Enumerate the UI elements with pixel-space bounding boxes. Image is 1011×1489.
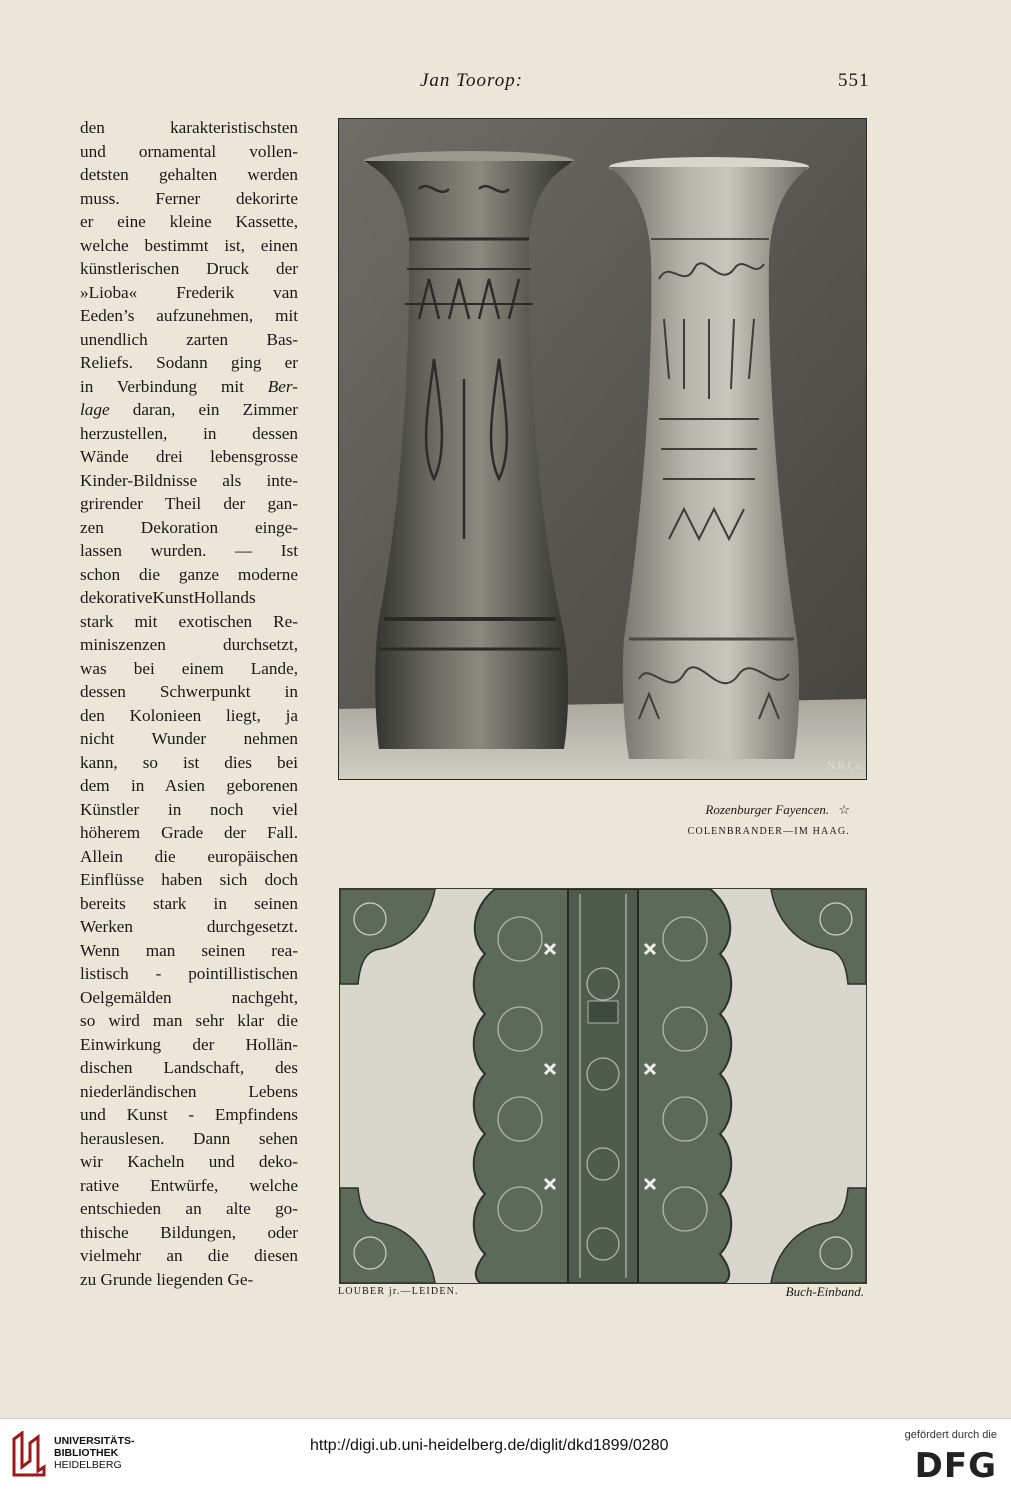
binding-credit: LOUBER jr.—LEIDEN. <box>338 1286 459 1297</box>
text-line: »Lioba« Frederik van <box>80 282 298 302</box>
binding-drawing <box>340 889 866 1283</box>
text-line: zu Grunde liegenden Ge- <box>80 1269 254 1289</box>
text-line: den karakteristischsten <box>80 118 298 137</box>
text-line: dem in Asien geborenen <box>80 776 298 795</box>
library-name <box>54 1435 135 1471</box>
text-line: listisch - pointillistischen <box>80 964 298 983</box>
text-line: Reliefs. Sodann ging er <box>80 353 298 372</box>
library-line-1: UNIVERSITÄTS- <box>54 1435 135 1447</box>
library-seal-icon <box>12 1431 46 1481</box>
text-line: den Kolonieen liegt, ja <box>80 705 298 725</box>
text-line: grirender Theil der gan- <box>80 494 298 513</box>
text-line: Einwirkung der Hollän- <box>80 1034 298 1054</box>
text-line: bereits stark in seinen <box>80 893 298 913</box>
vases-caption-credit: COLENBRANDER—IM HAAG. <box>687 826 850 837</box>
binding-title: Buch-Einband. <box>785 1284 864 1299</box>
text-line: Wenn man seinen rea- <box>80 940 298 960</box>
text-line: vielmehr an die diesen <box>80 1246 298 1265</box>
text-line: Künstler in noch viel <box>80 799 298 819</box>
text-line: Eeden’s aufzunehmen, mit <box>80 306 298 325</box>
text-line: thische Bildungen, oder <box>80 1222 298 1242</box>
text-line: unendlich zarten Bas- <box>80 329 298 349</box>
caption-title-text: Rozenburger Fayencen. <box>705 802 830 817</box>
text-line-part: daran, ein Zimmer <box>109 400 298 419</box>
text-line: nicht Wunder nehmen <box>80 729 298 748</box>
text-line: lassen wurden. — Ist <box>80 541 298 560</box>
running-title: Jan Toorop: <box>420 70 524 91</box>
source-url-link[interactable]: http://digi.ub.uni-heidelberg.de/diglit/dkd1899/0280 <box>310 1437 669 1454</box>
text-line: welche bestimmt ist, einen <box>80 235 298 255</box>
maker-monogram: N.R.Co. <box>827 760 864 772</box>
text-line: Einflüsse haben sich doch <box>80 870 298 889</box>
text-line: dessen Schwerpunkt in <box>80 682 298 701</box>
library-line-3: HEIDELBERG <box>54 1459 122 1471</box>
vases-illustration <box>339 119 866 779</box>
text-line: was bei einem Lande, <box>80 658 298 678</box>
text-line: wir Kacheln und deko- <box>80 1152 298 1171</box>
text-line: höherem Grade der Fall. <box>80 823 298 842</box>
funded-by-label: gefördert durch die <box>904 1429 997 1441</box>
text-line: und Kunst - Empfindens <box>80 1105 298 1124</box>
text-line: rative Entwürfe, welche <box>80 1175 298 1195</box>
text-line: herzustellen, in dessen <box>80 423 298 443</box>
text-line-part: in Verbindung mit <box>80 376 268 396</box>
book-binding-illustration <box>339 888 867 1284</box>
text-line <box>80 375 298 399</box>
text-line: er eine kleine Kassette, <box>80 212 298 231</box>
digitization-footer <box>0 1418 1011 1489</box>
text-line: schon die ganze moderne <box>80 564 298 584</box>
text-line: dekorativeKunstHollands <box>80 588 256 607</box>
text-line: muss. Ferner dekorirte <box>80 188 298 208</box>
italic-name: lage <box>80 400 110 419</box>
dfg-logo: DFG <box>914 1446 997 1486</box>
text-line: Wände drei lebensgrosse <box>80 447 298 466</box>
text-line <box>80 398 298 422</box>
text-line: Werken durchgesetzt. <box>80 917 298 936</box>
text-line: niederländischen Lebens <box>80 1081 298 1101</box>
body-text-column <box>80 116 298 1291</box>
library-line-2: BIBLIOTHEK <box>54 1447 119 1459</box>
text-line: detsten gehalten werden <box>80 165 298 184</box>
spine-label <box>588 1001 618 1023</box>
vases-caption-title <box>600 802 850 818</box>
text-line: miniszenzen durchsetzt, <box>80 635 298 654</box>
text-line: und ornamental vollen- <box>80 141 298 161</box>
vases-photograph <box>338 118 867 780</box>
italic-name: Ber- <box>267 376 298 396</box>
text-line: Kinder-Bildnisse als inte- <box>80 470 298 490</box>
text-line: stark mit exotischen Re- <box>80 611 298 631</box>
text-line: Oelgemälden nachgeht, <box>80 987 298 1007</box>
star-icon: ☆ <box>838 802 850 817</box>
text-line: dischen Landschaft, des <box>80 1058 298 1077</box>
page-number: 551 <box>838 70 870 91</box>
text-line: kann, so ist dies bei <box>80 752 298 772</box>
text-line: entschieden an alte go- <box>80 1199 298 1218</box>
text-line: herauslesen. Dann sehen <box>80 1128 298 1148</box>
text-line: künstlerischen Druck der <box>80 259 298 278</box>
text-line: Allein die europäischen <box>80 846 298 866</box>
text-line: so wird man sehr klar die <box>80 1011 298 1030</box>
text-line: zen Dekoration einge- <box>80 517 298 537</box>
